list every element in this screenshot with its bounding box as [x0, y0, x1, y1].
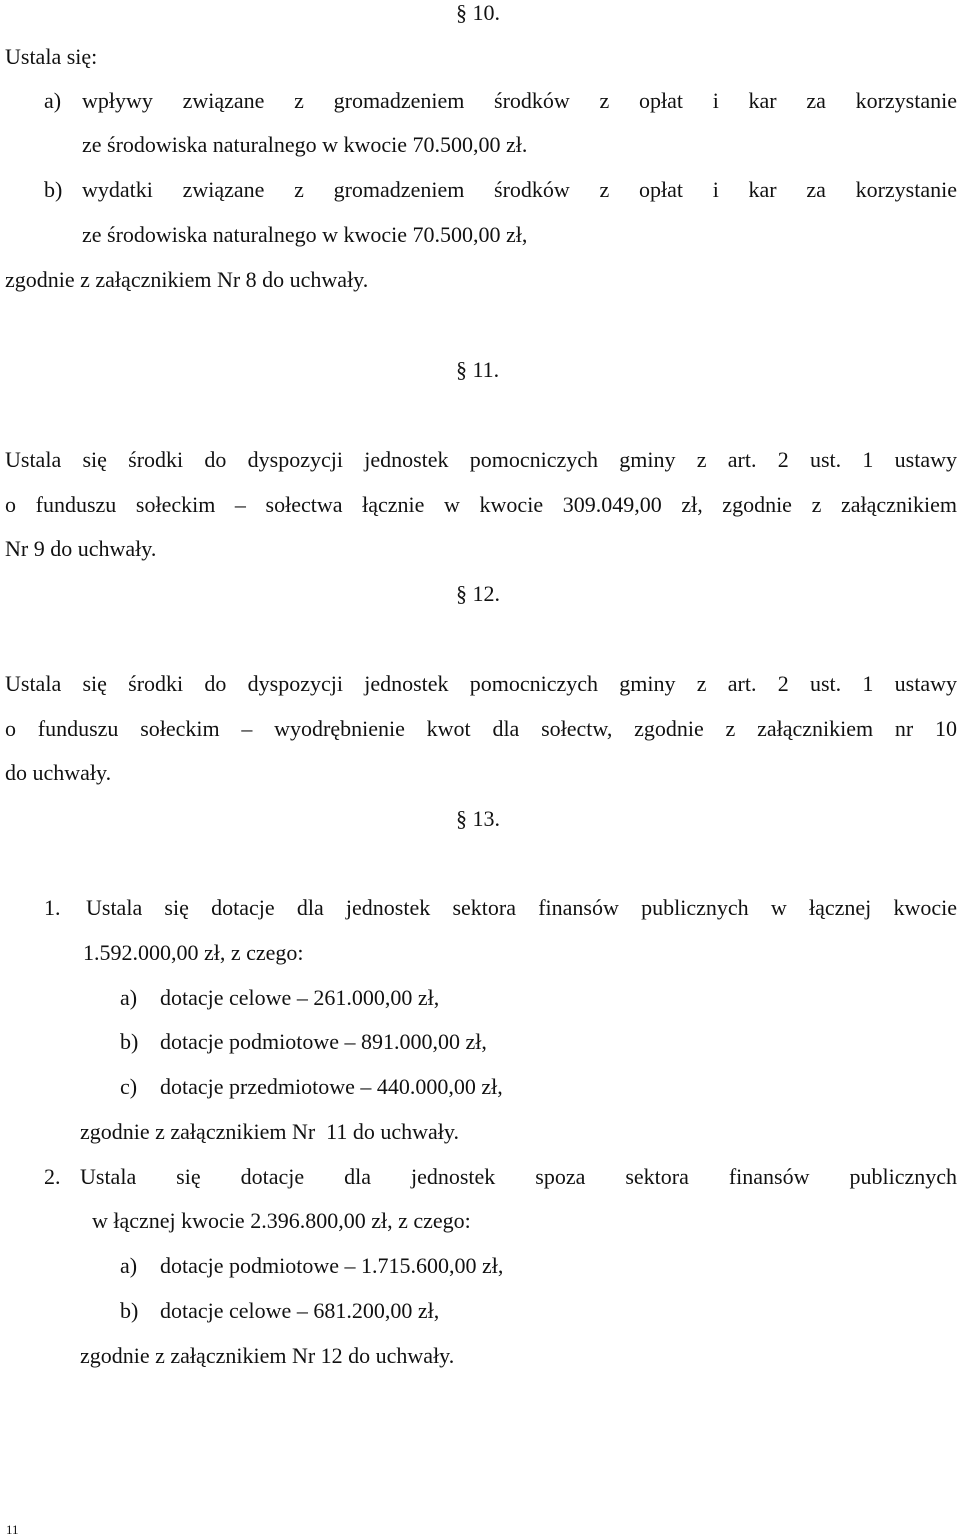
- section-11-line-2: o funduszu sołeckim – sołectwa łącznie w kwocie 309.049,00 zł, zgodnie z załącznikiem: [5, 492, 957, 517]
- paragraph-1-line-1: Ustala się dotacje dla jednostek sektora finansów publicznych w łącznej kwocie: [86, 895, 957, 920]
- section-10-closing: zgodnie z załącznikiem Nr 8 do uchwały.: [5, 267, 369, 292]
- section-11-line-1: Ustala się środki do dyspozycji jednostek pomocniczych gminy z art. 2 ust. 1 ustawy: [5, 447, 957, 472]
- paragraph-1-closing: zgodnie z załącznikiem Nr 11 do uchwały.: [80, 1119, 459, 1144]
- section-heading-12: § 12.: [456, 581, 500, 606]
- paragraph-1-item-b: dotacje podmiotowe – 891.000,00 zł,: [160, 1029, 487, 1054]
- paragraph-2-item-b: dotacje celowe – 681.200,00 zł,: [160, 1298, 440, 1323]
- section-11-line-3: Nr 9 do uchwały.: [5, 536, 157, 561]
- paragraph-2-item-a: dotacje podmiotowe – 1.715.600,00 zł,: [160, 1253, 504, 1278]
- paragraph-1-item-b-label: b): [120, 1029, 139, 1054]
- paragraph-2-line-2: w łącznej kwocie 2.396.800,00 zł, z czego:: [92, 1208, 471, 1233]
- section-heading-11: § 11.: [456, 357, 500, 382]
- paragraph-2-line-1: Ustala się dotacje dla jednostek spoza sektora finansów publicznych: [80, 1164, 957, 1189]
- paragraph-2-item-b-label: b): [120, 1298, 139, 1323]
- section-12-line-3: do uchwały.: [5, 760, 112, 785]
- section-12-line-1: Ustala się środki do dyspozycji jednostek pomocniczych gminy z art. 2 ust. 1 ustawy: [5, 671, 957, 696]
- item-b-line-2: ze środowiska naturalnego w kwocie 70.500,00 zł,: [82, 222, 528, 247]
- paragraph-1-number: 1.: [44, 895, 61, 920]
- paragraph-1-line-2: 1.592.000,00 zł, z czego:: [83, 940, 304, 965]
- paragraph-1-item-c: dotacje przedmiotowe – 440.000,00 zł,: [160, 1074, 503, 1099]
- item-a-line-2: ze środowiska naturalnego w kwocie 70.500,00 zł.: [82, 132, 528, 157]
- item-b-label: b): [44, 177, 63, 202]
- section-heading-10: § 10.: [456, 0, 500, 25]
- paragraph-1-item-a-label: a): [120, 985, 138, 1010]
- paragraph-2-item-a-label: a): [120, 1253, 138, 1278]
- item-b-line-1: wydatki związane z gromadzeniem środków z opłat i kar za korzystanie: [82, 177, 957, 202]
- paragraph-1-item-a: dotacje celowe – 261.000,00 zł,: [160, 985, 440, 1010]
- paragraph-2-closing: zgodnie z załącznikiem Nr 12 do uchwały.: [80, 1343, 455, 1368]
- paragraph-1-item-c-label: c): [120, 1074, 138, 1099]
- section-10-intro: Ustala się:: [5, 44, 98, 69]
- page-number: 11: [6, 1522, 19, 1537]
- paragraph-2-number: 2.: [44, 1164, 61, 1189]
- item-a-line-1: wpływy związane z gromadzeniem środków z opłat i kar za korzystanie: [82, 88, 957, 113]
- section-heading-13: § 13.: [456, 806, 500, 831]
- section-12-line-2: o funduszu sołeckim – wyodrębnienie kwot dla sołectw, zgodnie z załącznikiem nr 10: [5, 716, 957, 741]
- item-a-label: a): [44, 88, 62, 113]
